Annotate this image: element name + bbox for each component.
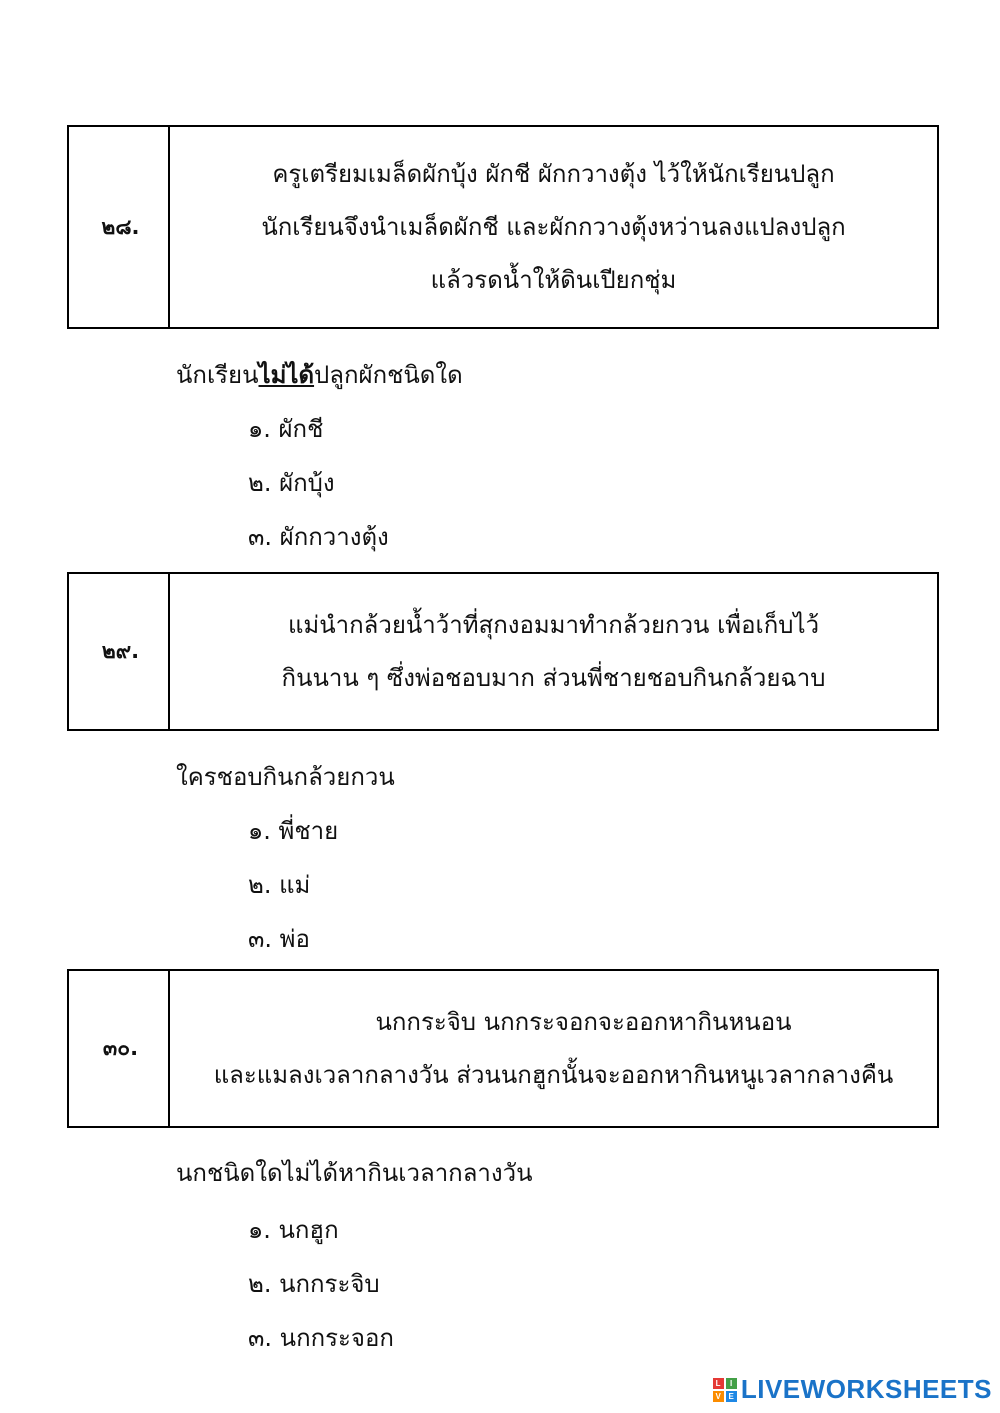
brand-name-part: WORKSHEETS [800, 1374, 992, 1404]
liveworksheets-logo [713, 1374, 992, 1405]
question-box-28 [67, 125, 939, 329]
choice-option[interactable]: ๓. นกกระจอก [248, 1324, 394, 1352]
passage-line: นกกระจิบ นกกระจอกจะออกหากินหนอน [375, 1007, 792, 1036]
question-passage [170, 574, 937, 729]
passage-line: นักเรียนจึงนำเมล็ดผักชี และผักกวางตุ้งหว่านลงแปลงปลูก [261, 212, 846, 241]
logo-letter: L [713, 1378, 724, 1389]
passage-line: ครูเตรียมเมล็ดผักบุ้ง ผักชี ผักกวางตุ้ง ไว้ให้นักเรียนปลูก [272, 159, 835, 188]
question-number: ๓๐. [69, 971, 170, 1126]
prompt-text: ปลูกผักชนิดใด [314, 361, 463, 389]
brand-name-part: LIVE [740, 1374, 801, 1404]
passage-line: แม่นำกล้วยน้ำว้าที่สุกงอมมาทำกล้วยกวน เพื่อเก็บไว้ [287, 610, 820, 639]
choice-option[interactable]: ๒. ผักบุ้ง [248, 469, 335, 497]
logo-icon [713, 1378, 737, 1402]
question-number: ๒๘. [69, 127, 170, 327]
logo-letter: E [726, 1391, 737, 1402]
choice-option[interactable]: ๑. นกฮูก [248, 1216, 339, 1244]
passage-line: และแมลงเวลากลางวัน ส่วนนกฮูกนั้นจะออกหากินหนูเวลากลางคืน [213, 1060, 894, 1089]
question-box-30 [67, 969, 939, 1128]
choice-option[interactable]: ๑. พี่ชาย [248, 817, 339, 845]
choice-option[interactable]: ๒. นกกระจิบ [248, 1270, 380, 1298]
logo-letter: I [726, 1378, 737, 1389]
passage-line: แล้วรดน้ำให้ดินเปียกชุ่ม [430, 265, 677, 294]
question-prompt-30: นกชนิดใดไม่ได้หากินเวลากลางวัน [176, 1159, 533, 1187]
question-box-29 [67, 572, 939, 731]
question-number: ๒๙. [69, 574, 170, 729]
passage-line: กินนาน ๆ ซึ่งพ่อชอบมาก ส่วนพี่ชายชอบกินกล้วยฉาบ [281, 663, 826, 692]
choice-option[interactable]: ๒. แม่ [248, 871, 311, 899]
question-prompt-29: ใครชอบกินกล้วยกวน [176, 763, 395, 791]
question-passage [170, 127, 937, 327]
question-prompt-28 [176, 355, 463, 394]
logo-letter: V [713, 1391, 724, 1402]
choice-option[interactable]: ๓. พ่อ [248, 925, 310, 953]
question-passage [170, 971, 937, 1126]
choice-option[interactable]: ๓. ผักกวางตุ้ง [248, 523, 389, 551]
choice-option[interactable]: ๑. ผักชี [248, 415, 324, 443]
prompt-text: นักเรียน [176, 361, 259, 389]
prompt-emphasis: ไม่ได้ [258, 361, 315, 389]
